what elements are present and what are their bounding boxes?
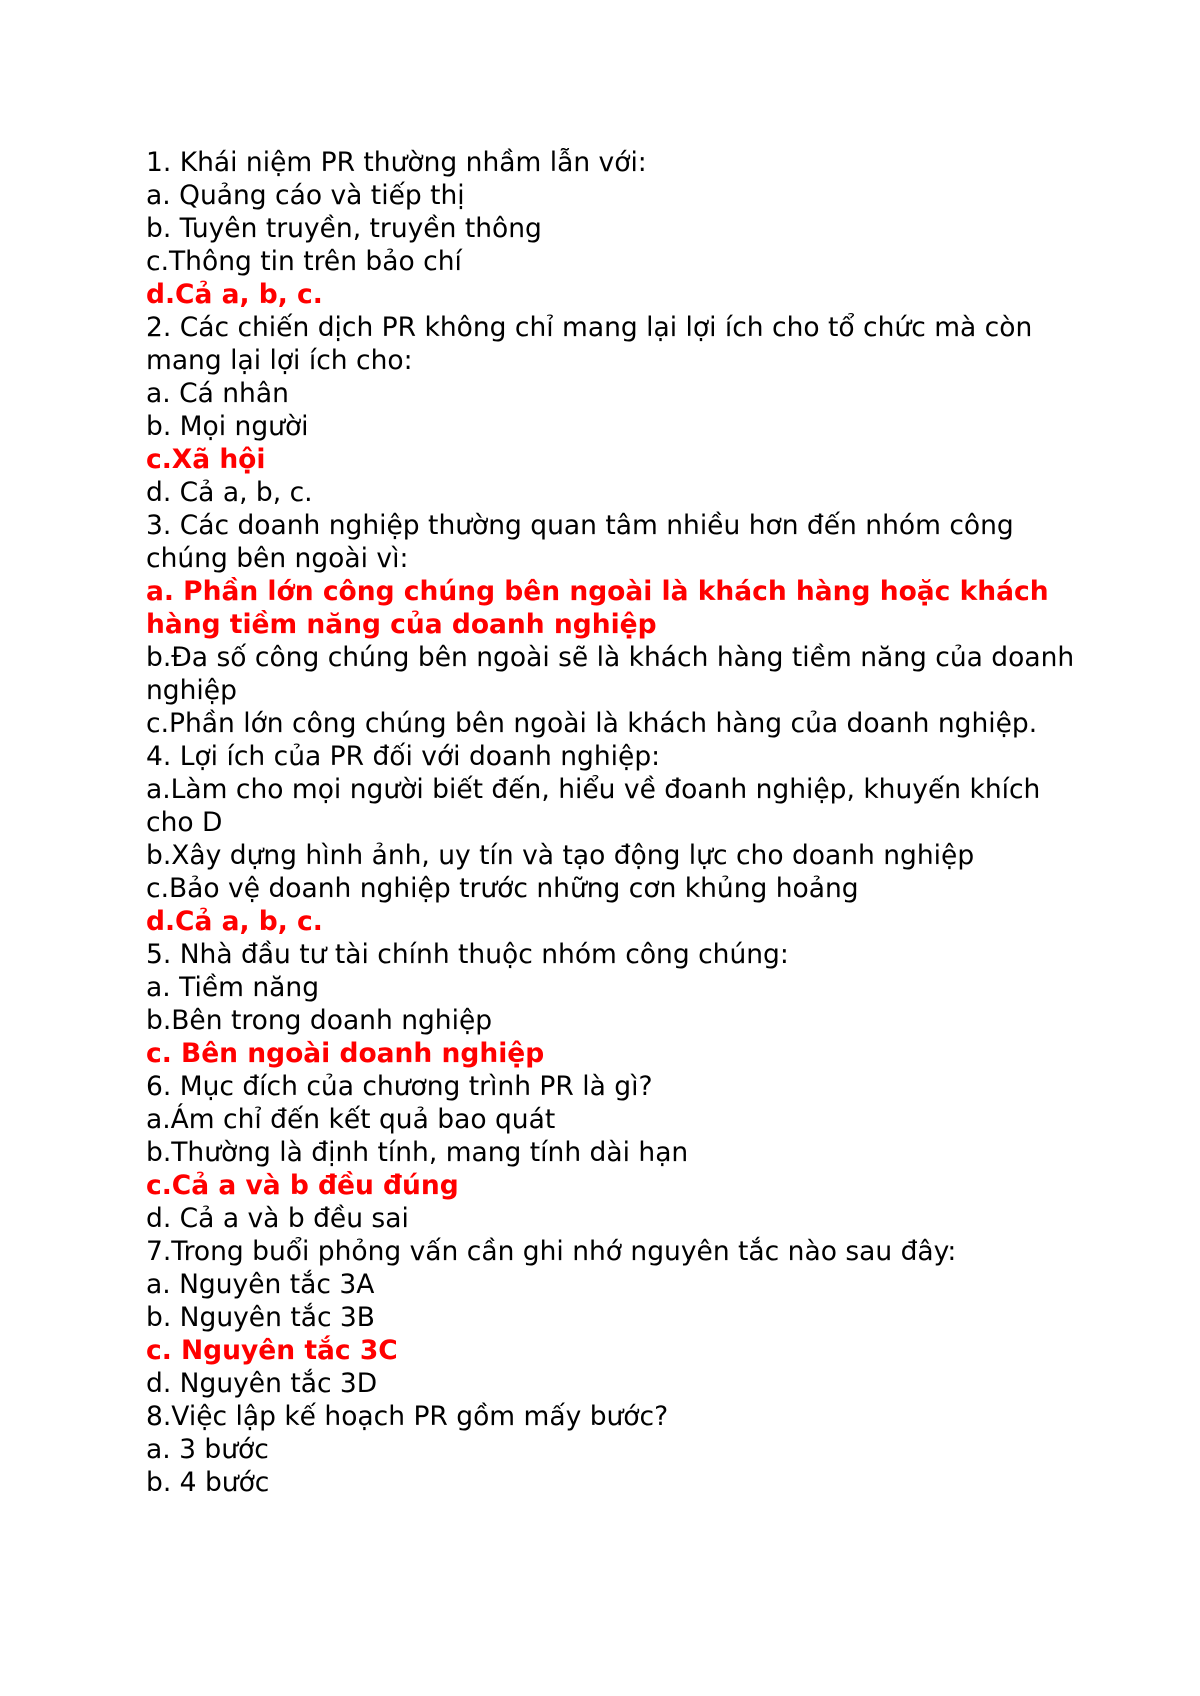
question-6-option-c-correct: c.Cả a và b đều đúng xyxy=(146,1170,459,1201)
question-block-2 xyxy=(146,311,1076,509)
question-3-option-b: b.Đa số công chúng bên ngoài sẽ là khách hàng tiềm năng của doanh nghiệp xyxy=(146,642,1075,706)
question-7-text: 7.Trong buổi phỏng vấn cần ghi nhớ nguyên tắc nào sau đây: xyxy=(146,1236,957,1267)
question-1-option-b: b. Tuyên truyền, truyền thông xyxy=(146,213,542,244)
question-6-option-a: a.Ám chỉ đến kết quả bao quát xyxy=(146,1104,556,1135)
question-block-6 xyxy=(146,1070,1076,1235)
question-1-text: 1. Khái niệm PR thường nhầm lẫn với: xyxy=(146,147,647,178)
question-2-option-b: b. Mọi người xyxy=(146,411,309,442)
question-block-5 xyxy=(146,938,1076,1070)
question-block-3 xyxy=(146,509,1076,740)
question-2-option-d: d. Cả a, b, c. xyxy=(146,477,313,508)
question-block-4 xyxy=(146,740,1076,938)
question-6-option-b: b.Thường là định tính, mang tính dài hạn xyxy=(146,1137,689,1168)
question-6-option-d: d. Cả a và b đều sai xyxy=(146,1203,409,1234)
question-4-text: 4. Lợi ích của PR đối với doanh nghiệp: xyxy=(146,741,661,772)
question-2-option-a: a. Cá nhân xyxy=(146,378,289,409)
question-7-option-d: d. Nguyên tắc 3D xyxy=(146,1368,378,1399)
question-8-text: 8.Việc lập kế hoạch PR gồm mấy bước? xyxy=(146,1401,669,1432)
question-5-option-c-correct: c. Bên ngoài doanh nghiệp xyxy=(146,1038,545,1069)
question-5-text: 5. Nhà đầu tư tài chính thuộc nhóm công chúng: xyxy=(146,939,789,970)
question-4-option-d-correct: d.Cả a, b, c. xyxy=(146,906,323,937)
question-block-1 xyxy=(146,146,1076,311)
question-7-option-a: a. Nguyên tắc 3A xyxy=(146,1269,375,1300)
question-block-8 xyxy=(146,1400,1076,1499)
question-3-option-c: c.Phần lớn công chúng bên ngoài là khách hàng của doanh nghiệp. xyxy=(146,708,1038,739)
question-block-7 xyxy=(146,1235,1076,1400)
question-5-option-a: a. Tiềm năng xyxy=(146,972,320,1003)
question-5-option-b: b.Bên trong doanh nghiệp xyxy=(146,1005,493,1036)
question-1-option-c: c.Thông tin trên bảo chí xyxy=(146,246,462,277)
question-3-text: 3. Các doanh nghiệp thường quan tâm nhiều hơn đến nhóm công chúng bên ngoài vì: xyxy=(146,510,1014,574)
question-8-option-a: a. 3 bước xyxy=(146,1434,269,1465)
question-1-option-d-correct: d.Cả a, b, c. xyxy=(146,279,323,310)
question-4-option-a: a.Làm cho mọi người biết đến, hiểu về đoanh nghiệp, khuyến khích cho D xyxy=(146,774,1041,838)
question-8-option-b: b. 4 bước xyxy=(146,1467,270,1498)
question-1-option-a: a. Quảng cáo và tiếp thị xyxy=(146,180,465,211)
question-4-option-c: c.Bảo vệ doanh nghiệp trước những cơn khủng hoảng xyxy=(146,873,859,904)
question-2-option-c-correct: c.Xã hội xyxy=(146,444,266,475)
question-2-text: 2. Các chiến dịch PR không chỉ mang lại lợi ích cho tổ chức mà còn mang lại lợi ích cho: xyxy=(146,312,1033,376)
question-3-option-a-correct: a. Phần lớn công chúng bên ngoài là khách hàng hoặc khách hàng tiềm năng của doanh nghiệp xyxy=(146,576,1049,640)
question-7-option-b: b. Nguyên tắc 3B xyxy=(146,1302,375,1333)
document-page xyxy=(146,146,1076,1499)
question-4-option-b: b.Xây dựng hình ảnh, uy tín và tạo động lực cho doanh nghiệp xyxy=(146,840,975,871)
question-6-text: 6. Mục đích của chương trình PR là gì? xyxy=(146,1071,653,1102)
question-7-option-c-correct: c. Nguyên tắc 3C xyxy=(146,1335,398,1366)
